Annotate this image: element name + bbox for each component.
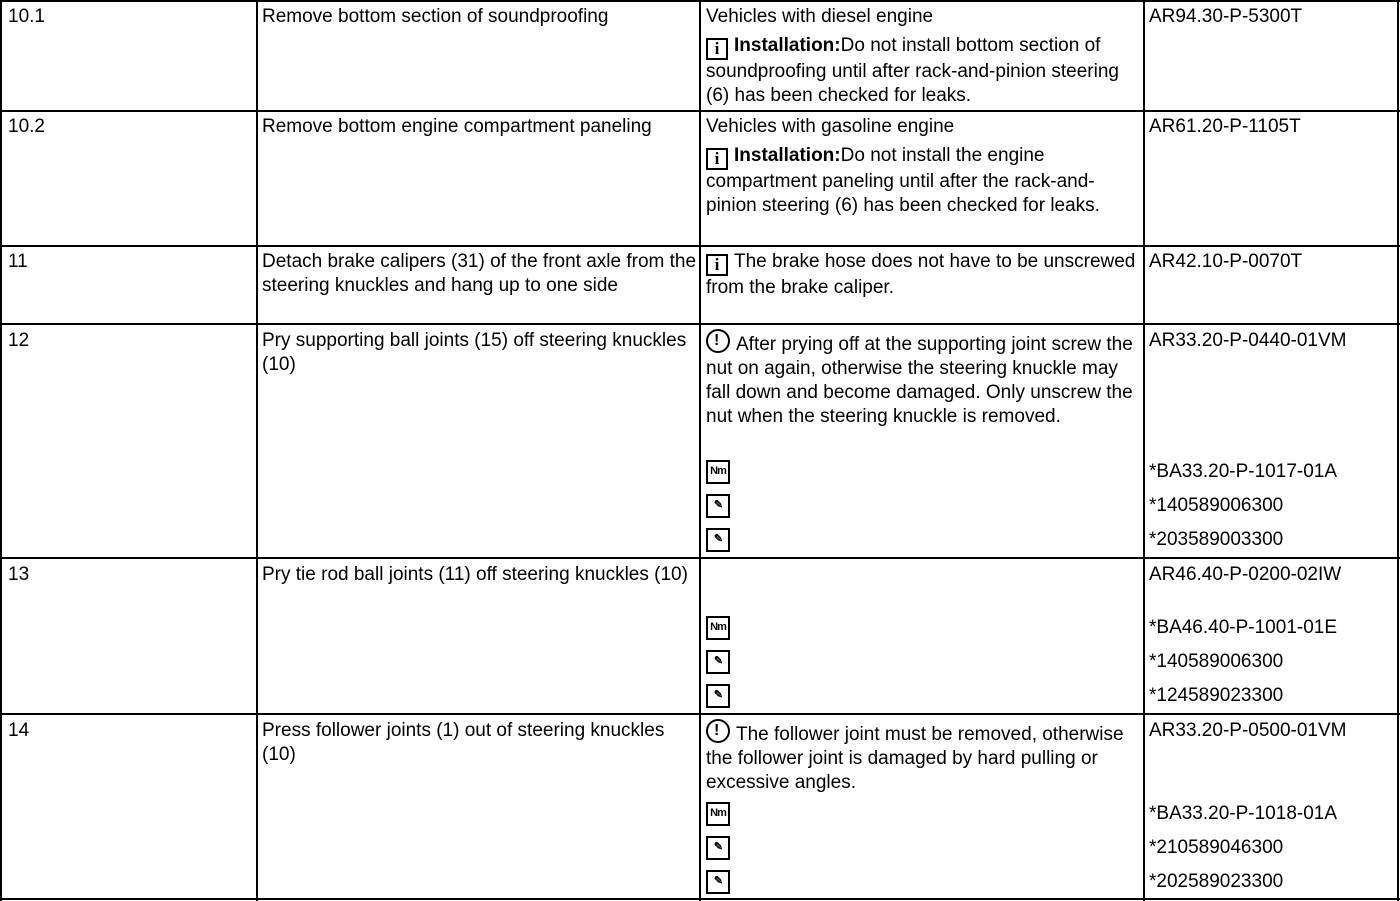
special-tool-icon: ✎ xyxy=(706,684,730,708)
tool-reference-link[interactable]: *203589003300 xyxy=(1149,529,1284,550)
torque-icon: Nm xyxy=(706,802,730,826)
reference-link[interactable]: AR33.20-P-0440-01VM xyxy=(1149,330,1347,351)
reference-link[interactable]: AR33.20-P-0500-01VM xyxy=(1149,720,1347,741)
table-row xyxy=(0,563,1400,711)
tool-reference-link[interactable]: *124589023300 xyxy=(1149,685,1284,706)
reference-column xyxy=(1149,329,1399,555)
special-tool-icon: ✎ xyxy=(706,836,730,860)
torque-reference-link[interactable]: *BA33.20-P-1017-01A xyxy=(1149,461,1338,482)
condition-text: Vehicles with gasoline engine xyxy=(706,116,955,137)
note-text: The follower joint must be removed, otherwise the follower joint is damaged by hard pulling or excessive angles. xyxy=(706,724,1124,793)
step-notes xyxy=(706,115,1140,218)
row-divider xyxy=(0,323,1400,325)
note-label: Installation: xyxy=(734,145,841,166)
row-divider xyxy=(0,898,1400,900)
reference-link[interactable]: AR61.20-P-1105T xyxy=(1149,116,1301,137)
table-row xyxy=(0,250,1400,322)
note-label: Installation: xyxy=(734,35,841,56)
tool-reference-link[interactable]: *140589006300 xyxy=(1149,651,1284,672)
reference-column xyxy=(1149,719,1399,897)
step-notes xyxy=(706,719,1140,897)
table-row xyxy=(0,115,1400,243)
tool-reference-link[interactable]: *140589006300 xyxy=(1149,495,1284,516)
row-divider xyxy=(0,713,1400,715)
step-notes xyxy=(706,5,1140,108)
warning-note xyxy=(706,719,1140,795)
condition-text: Vehicles with diesel engine xyxy=(706,6,934,27)
warning-note xyxy=(706,329,1140,429)
info-icon: i xyxy=(706,38,728,60)
step-action: Remove bottom section of soundproofing xyxy=(262,6,609,27)
special-tool-icon: ✎ xyxy=(706,494,730,518)
row-divider xyxy=(0,110,1400,112)
warning-icon xyxy=(706,719,730,743)
note-text: The brake hose does not have to be unscrewed from the brake caliper. xyxy=(706,251,1136,298)
tool-reference-link[interactable]: *202589023300 xyxy=(1149,871,1284,892)
special-tool-icon: ✎ xyxy=(706,650,730,674)
step-number: 10.2 xyxy=(8,116,45,137)
installation-note xyxy=(706,34,1140,108)
step-number: 10.1 xyxy=(8,6,45,27)
torque-icon: Nm xyxy=(706,616,730,640)
step-notes xyxy=(706,563,1140,711)
step-number: 12 xyxy=(8,330,30,351)
step-notes xyxy=(706,329,1140,555)
info-icon: i xyxy=(706,254,728,276)
row-divider xyxy=(0,245,1400,247)
special-tool-icon: ✎ xyxy=(706,870,730,894)
warning-icon xyxy=(706,329,730,353)
table-row xyxy=(0,719,1400,897)
torque-reference-link[interactable]: *BA46.40-P-1001-01E xyxy=(1149,617,1338,638)
step-action: Remove bottom engine compartment paneling xyxy=(262,116,652,137)
note-text: Do not install the engine compartment paneling until after the rack-and-pinion steering (6) has been checked for leaks. xyxy=(706,145,1100,216)
special-tool-icon: ✎ xyxy=(706,528,730,552)
tool-reference-link[interactable]: *210589046300 xyxy=(1149,837,1284,858)
step-number: 13 xyxy=(8,564,30,585)
step-action: Pry tie rod ball joints (11) off steering knuckles (10) xyxy=(262,564,688,585)
info-icon: i xyxy=(706,148,728,170)
step-action: Detach brake calipers (31) of the front axle from the steering knuckles and hang up to one side xyxy=(262,251,697,296)
table-row xyxy=(0,329,1400,555)
row-divider xyxy=(0,557,1400,559)
step-action: Press follower joints (1) out of steering knuckles (10) xyxy=(262,720,665,765)
reference-link[interactable]: AR46.40-P-0200-02IW xyxy=(1149,564,1342,585)
step-number: 11 xyxy=(8,251,28,272)
reference-column xyxy=(1149,563,1399,711)
torque-icon: Nm xyxy=(706,460,730,484)
row-divider xyxy=(0,0,1400,2)
installation-note xyxy=(706,144,1140,218)
step-action: Pry supporting ball joints (15) off steering knuckles (10) xyxy=(262,330,687,375)
table-row xyxy=(0,5,1400,109)
step-number: 14 xyxy=(8,720,30,741)
step-notes xyxy=(706,250,1140,300)
reference-link[interactable]: AR42.10-P-0070T xyxy=(1149,251,1303,272)
torque-reference-link[interactable]: *BA33.20-P-1018-01A xyxy=(1149,803,1338,824)
reference-link[interactable]: AR94.30-P-5300T xyxy=(1149,6,1303,27)
note-text: After prying off at the supporting joint screw the nut on again, otherwise the steering knuckle may fall down and become damaged. Only unscrew the nut when the steering knuckle is removed. xyxy=(706,334,1133,427)
note-text: Do not install bottom section of soundproofing until after rack-and-pinion steering (6) has been checked for leaks. xyxy=(706,35,1119,106)
